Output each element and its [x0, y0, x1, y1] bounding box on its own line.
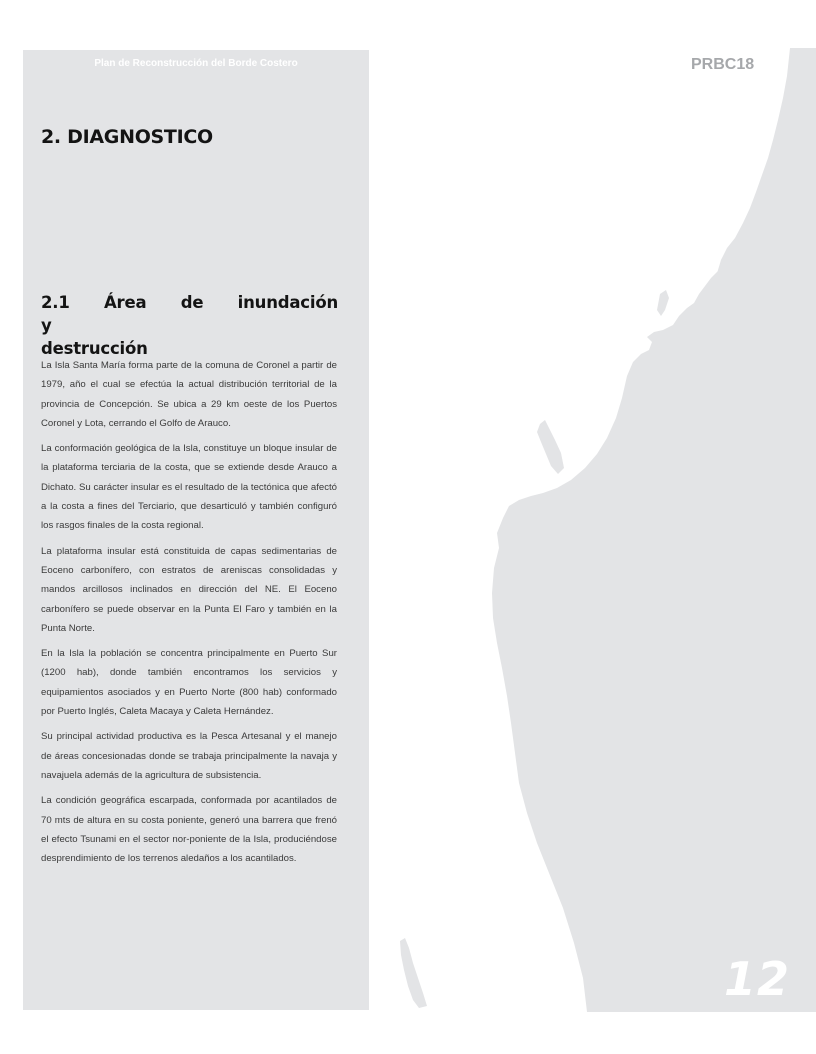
document-code: PRBC18 [691, 56, 755, 73]
island-south [400, 938, 427, 1008]
coastline-map [369, 48, 816, 1012]
paragraph: La conformación geológica de la Isla, constituye un bloque insular de la plataforma terciaria de la costa, que se extiende desde Arauco a Dichato. Su carácter insular es el resultado de la tectónica que afectó a la costa a fines del Terciario, que desarticuló y también configuró los rasgos finales de la costa regional. [41, 443, 337, 532]
paragraph: Su principal actividad productiva es la Pesca Artesanal y el manejo de áreas concesionadas donde se trabaja principalmente la navaja y navajuela además de la agricultura de subsistencia. [41, 731, 337, 781]
subsection-title-line2: destrucción [41, 339, 148, 358]
island-santa-maria [537, 420, 564, 474]
mainland-shape [492, 48, 816, 1012]
paragraph: En la Isla la población se concentra principalmente en Puerto Sur (1200 hab), donde también encontramos los servicios y equipamientos asociados y en Puerto Norte (800 hab) conformado por Puerto Inglés, Caleta Macaya y Caleta Hernández. [41, 648, 337, 718]
paragraph: La Isla Santa María forma parte de la comuna de Coronel a partir de 1979, año el cual se efectúa la actual distribución territorial de la provincia de Concepción. Se ubica a 29 km oeste de los Puertos Coronel y Lota, cerrando el Golfo de Arauco. [41, 360, 337, 429]
subsection-title-line1: 2.1 Área de inundación y [41, 293, 338, 335]
paragraph: La plataforma insular está constituida de capas sedimentarias de Eoceno carbonífero, con estratos de areniscas consolidadas y mandos arcillosos inclinados en dirección del NE. El Eoceno carbonífero se puede observar en la Punta El Faro y también en la Punta Norte. [41, 545, 337, 634]
page-number: 12 [724, 952, 791, 1006]
bay-island-shape [657, 290, 669, 316]
body-text [41, 356, 337, 874]
document-title: Plan de Reconstrucción del Borde Costero [94, 58, 298, 69]
section-title: 2. DIAGNOSTICO [41, 126, 213, 148]
subsection-title [41, 291, 338, 360]
paragraph: La condición geográfica escarpada, conformada por acantilados de 70 mts de altura en su costa poniente, generó una barrera que frenó el efecto Tsunami en el sector nor-poniente de la Isla, produciéndose desprendimiento de los terrenos aledaños a los acantilados. [41, 795, 337, 865]
text-panel [23, 50, 369, 1010]
